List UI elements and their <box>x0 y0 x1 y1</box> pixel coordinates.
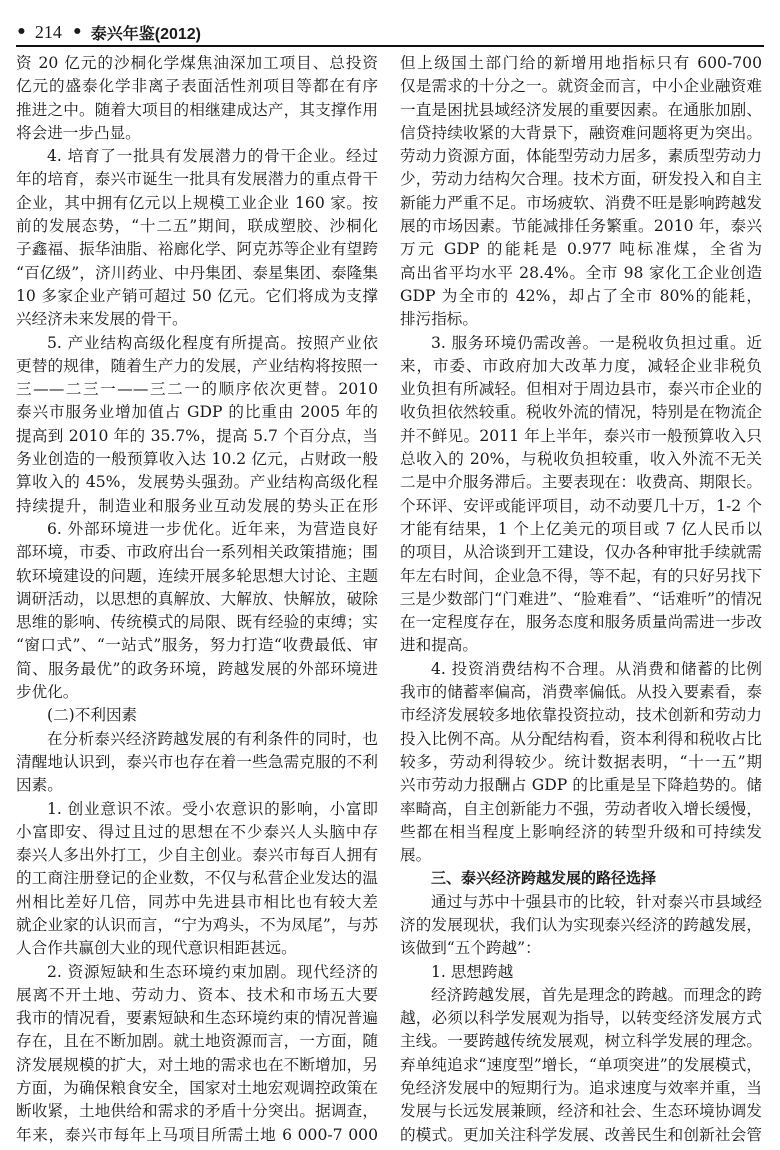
text-line: 存在，且在不断加剧。就土地资源而言，一方面，随 <box>16 1032 378 1051</box>
text-line: 4. 培育了一批具有发展潜力的骨干企业。经过 <box>47 147 378 166</box>
text-line: 主线。一要跨越传统发展观，树立科学发展的理念。 <box>400 1032 762 1051</box>
text-line: 展的市场因素。节能减排任务繁重。2010 年，泰兴 <box>400 217 762 236</box>
text-line: 展离不开土地、劳动力、资本、技术和市场五大要 <box>16 985 378 1004</box>
text-line: 1. 思想跨越 <box>431 962 514 981</box>
text-line: 6. 外部环境进一步优化。近年来，为营造良好 <box>47 519 378 538</box>
paragraph <box>16 518 378 704</box>
text-line: 新能力严重不足。市场疲软、消费不旺是影响跨越发 <box>400 193 762 212</box>
header-bullet: • <box>71 22 83 42</box>
text-line: 前的发展态势，“十二五”期间，联成塑胶、沙桐化 <box>16 217 378 236</box>
text-line: 发展与长远发展兼顾，经济和社会、生态环境协调发 <box>400 1102 762 1121</box>
text-line: 三、泰兴经济跨越发展的路径选择 <box>431 870 657 888</box>
text-line: 弃单纯追求“速度型”增长，“单项突进”的发展模式， <box>400 1055 762 1074</box>
text-line: 才能有结果，1 个上亿美元的项目或 7 亿人民币以 <box>400 519 762 538</box>
text-line: 业负担有所减轻。但相对于周边县市，泰兴市企业的 <box>400 380 762 399</box>
book-title: 泰兴年鉴(2012) <box>90 25 202 43</box>
text-line: 一直是困扰县域经济发展的重要因素。在通胀加剧、 <box>400 100 762 119</box>
text-line: 二是中介服务滞后。主要表现在：收费高、期限长。 <box>400 473 762 492</box>
text-line: 兴经济未来发展的骨干。 <box>16 310 188 329</box>
text-line: 企业，其中拥有亿元以上规模工业企业 160 家。按 <box>16 193 378 212</box>
text-line: 10 多家企业产销可超过 50 亿元。它们将成为支撑 <box>16 286 378 305</box>
paragraph <box>400 984 762 1147</box>
text-line: 的工商注册登记的企业数，不仅与私营企业发达的温 <box>16 869 378 888</box>
text-line: GDP 为全市的 42%，却占了全市 80%的能耗， <box>400 286 762 305</box>
text-line: 1. 创业意识不浓。受小农意识的影响，小富即 <box>47 799 378 818</box>
text-line: 些都在相当程度上影响经济的转型升级和可持续发 <box>400 822 762 841</box>
right-column <box>400 52 762 1147</box>
text-line: 小富即安、得过且过的思想在不少泰兴人头脑中存 <box>16 822 378 841</box>
text-line: 泰兴人多出外打工，少自主创业。泰兴市每百人拥有 <box>16 846 378 865</box>
text-line: 投入比例不高。从分配结构看，资本利得和税收占比 <box>400 729 762 748</box>
paragraph <box>16 145 378 331</box>
paragraph <box>400 332 762 658</box>
text-line: (二)不利因素 <box>47 706 138 725</box>
text-line: 提高到 2010 年的 35.7%，提高 5.7 个百分点，当 <box>16 426 378 445</box>
text-line: 三——二三一——三二一的顺序依次更替。2010 <box>16 380 378 399</box>
text-line: 更替的规律，随着生产力的发展，产业结构将按照一 <box>16 356 378 375</box>
text-line: 部环境，市委、市政府出台一系列相关政策措施；围 <box>16 543 378 562</box>
paragraph <box>400 891 762 961</box>
text-line: 进和提高。 <box>400 636 478 655</box>
text-line: 率畸高，自主创新能力不强，劳动者收入增长缓慢， <box>400 799 762 818</box>
text-line: 收负担依然较重。税收外流的情况，特别是在物流企 <box>400 403 762 422</box>
text-line: 的项目，从洽谈到开工建设，仅办各种审批手续就需 <box>400 543 762 562</box>
text-line: 的模式。更加关注科学发展、改善民生和创新社会管 <box>400 1125 762 1144</box>
text-line: 免经济发展中的短期行为。追求速度与效率并重，当 <box>400 1079 762 1098</box>
text-line: 清醒地认识到，泰兴市也存在着一些急需克服的不利 <box>16 752 378 771</box>
text-line: 将会进一步凸显。 <box>16 123 141 142</box>
text-line: “百亿级”，济川药业、中丹集团、泰星集团、泰隆集 <box>16 263 378 282</box>
text-line: 高出省平均水平 28.4%。全市 98 家化工企业创造 <box>400 263 762 282</box>
text-line: 经济跨越发展，首先是理念的跨越。而理念的跨 <box>431 985 762 1004</box>
paragraph <box>16 332 378 518</box>
text-line: 劳动力资源方面，体能型劳动力居多，素质型劳动力 <box>400 147 762 166</box>
paragraph <box>400 658 762 868</box>
text-line: 在分析泰兴经济跨越发展的有利条件的同时，也 <box>47 729 378 748</box>
text-line: 人合作共赢创大业的现代意识相距甚远。 <box>16 939 297 958</box>
text-line: 因素。 <box>16 776 63 795</box>
text-line: 来，市委、市政府加大改革力度，减轻企业非税负 <box>400 356 762 375</box>
text-line: 方面，为确保粮食安全，国家对土地宏观调控政策在 <box>16 1079 378 1098</box>
text-line: 5. 产业结构高级化程度有所提高。按照产业依 <box>47 333 378 352</box>
text-line: 并不鲜见。2011 年上半年，泰兴市一般预算收入只 <box>400 426 762 445</box>
text-line: 算收入的 45%，发展势头强劲。产业结构高级化程 <box>16 473 378 492</box>
text-line: 亿元的盛泰化学非离子表面活性剂项目等都在有序 <box>16 77 378 96</box>
text-line: 但上级国土部门给的新增用地指标只有 600-700 <box>400 54 762 72</box>
text-line: 展。 <box>400 846 432 865</box>
text-line: 2. 资源短缺和生态环境约束加剧。现代经济的 <box>47 962 378 981</box>
text-line: 调研活动，以思想的真解放、大解放、快解放，破除 <box>16 589 378 608</box>
text-line: 我市的储蓄率偏高，消费率偏低。从投入要素看，泰 <box>400 683 762 702</box>
text-line: 州相比差好几倍，同苏中先进县市相比也有较大差 <box>16 892 378 911</box>
text-line: 思维的影响、传统模式的局限、既有经验的束缚；实 <box>16 613 378 632</box>
text-line: 市经济发展较多地依靠投资拉动，技术创新和劳动力 <box>400 706 762 725</box>
paragraph <box>400 52 762 332</box>
running-header <box>16 20 201 44</box>
page-number: 214 <box>34 21 62 42</box>
text-line: 总收入的 20%，与税收负担较重，收入外流不无关 <box>400 450 762 469</box>
text-line: 三是少数部门“门难进”、“脸难看”、“话难听”的情况 <box>400 589 762 608</box>
text-line: 信贷持续收紧的大背景下，融资难问题将更为突出。 <box>400 123 762 142</box>
text-line: 排污指标。 <box>400 310 478 329</box>
section-heading <box>400 867 762 890</box>
text-line: 年的培育，泰兴市诞生一批具有发展潜力的重点骨干 <box>16 170 378 189</box>
header-bullet: • <box>16 22 27 42</box>
text-line: 济的发展现状，我们认为实现泰兴经济的跨越发展， <box>400 915 762 934</box>
text-line: 4. 投资消费结构不合理。从消费和储蓄的比例 <box>431 659 762 678</box>
text-line: 断收紧，土地供给和需求的矛盾十分突出。据调查， <box>16 1102 378 1121</box>
paragraph <box>16 704 378 727</box>
text-line: 3. 服务环境仍需改善。一是税收负担过重。近 <box>431 333 762 352</box>
text-line: 年来，泰兴市每年上马项目所需土地 6 000-7 000 <box>16 1125 378 1144</box>
text-line: 兴市劳动力报酬占 GDP 的比重是呈下降趋势的。储 <box>400 776 762 795</box>
paragraph <box>16 728 378 798</box>
text-line: 该做到“五个跨越”： <box>400 939 541 958</box>
text-line: 持续提升，制造业和服务业互动发展的势头正在形 <box>16 496 378 515</box>
text-line: 个环评、安评或能评项目，动不动要几十万，1-2 个 <box>400 496 762 515</box>
text-line: 软环境建设的问题，连续开展多轮思想大讨论、主题 <box>16 566 378 585</box>
text-line: 越，必须以科学发展观为指导，以转变经济发展方式 <box>400 1009 762 1028</box>
text-line: 务业创造的一般预算收入达 10.2 亿元，占财政一般 <box>16 450 378 469</box>
text-line: 就企业家的认识而言，“宁为鸡头，不为凤尾”，与苏 <box>16 915 378 934</box>
text-line: 简、服务最优”的政务环境，跨越发展的外部环境进 <box>16 659 378 678</box>
text-line: 较多，劳动利得较少。统计数据表明，“十一五”期 <box>400 752 762 771</box>
text-line: 子鑫福、振华油脂、裕廊化学、阿克苏等企业有望跨 <box>16 240 378 259</box>
text-line: 通过与苏中十强县市的比较，针对泰兴市县域经 <box>431 892 762 911</box>
paragraph <box>16 961 378 1147</box>
paragraph <box>16 52 378 145</box>
text-line: “窗口式”、“一站式”服务，努力打造“收费最低、审 <box>16 636 378 655</box>
text-line: 泰兴市服务业增加值占 GDP 的比重由 2005 年的 <box>16 403 378 422</box>
text-line: 推进之中。随着大项目的相继建成达产，其支撑作用 <box>16 100 378 119</box>
text-line: 仅是需求的十分之一。就资金而言，中小企业融资难 <box>400 77 762 96</box>
header-rule <box>16 45 764 47</box>
text-line: 万元 GDP 的能耗是 0.977 吨标准煤，全省为 <box>400 240 762 259</box>
text-line: 我市的情况看，要素短缺和生态环境约束的情况普遍 <box>16 1009 378 1028</box>
text-line: 济发展规模的扩大，对土地的需求也在不断增加，另 <box>16 1055 378 1074</box>
text-line: 在一定程度存在，服务态度和服务质量尚需进一步改 <box>400 613 762 632</box>
paragraph <box>16 798 378 961</box>
text-line: 少，劳动力结构欠合理。技术方面，研发投入和自主 <box>400 170 762 189</box>
left-column <box>16 52 378 1147</box>
text-line: 步优化。 <box>16 683 79 702</box>
paragraph <box>400 961 762 984</box>
text-line: 资 20 亿元的沙桐化学煤焦油深加工项目、总投资 <box>16 54 378 72</box>
text-line: 年左右时间，企业急不得，等不起，有的只好另找下 <box>400 566 762 585</box>
